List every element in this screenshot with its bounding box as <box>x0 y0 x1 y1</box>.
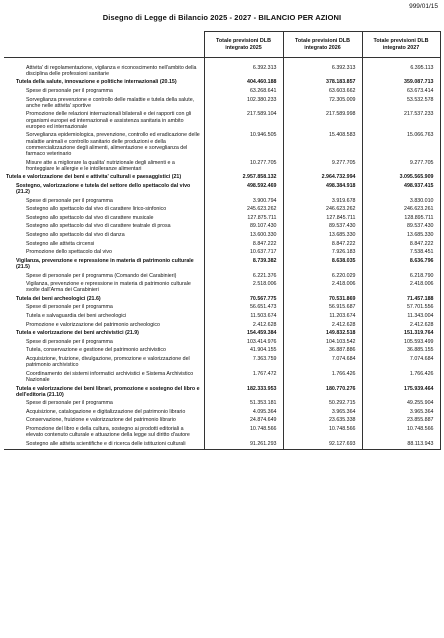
value-2025: 89.107.430 <box>204 223 283 232</box>
value-2026: 9.277.705 <box>283 159 362 174</box>
table-row <box>4 321 440 330</box>
value-2025: 2.957.858.132 <box>204 174 283 183</box>
table-row <box>4 223 440 232</box>
value-2027: 3.965.364 <box>362 408 440 417</box>
value-2027: 53.532.578 <box>362 96 440 111</box>
value-2025: 103.414.976 <box>204 338 283 347</box>
value-2025: 41.904.155 <box>204 347 283 356</box>
table-row <box>4 249 440 258</box>
value-2025: 217.589.104 <box>204 111 283 132</box>
value-2026: 63.603.662 <box>283 87 362 96</box>
value-2026: 3.919.678 <box>283 197 362 206</box>
table-row <box>4 132 440 159</box>
table-row <box>4 240 440 249</box>
value-2026: 7.074.684 <box>283 355 362 370</box>
table-row <box>4 425 440 440</box>
row-label: Spese di personale per il programma <box>4 400 204 409</box>
table-row <box>4 214 440 223</box>
row-label: Misure atte a migliorare la qualita' nutrizionale degli alimenti e a fronteggiare le allergie e le intolleranze alimentari <box>4 159 204 174</box>
value-2026: 8.638.035 <box>283 257 362 272</box>
value-2026: 89.537.430 <box>283 223 362 232</box>
value-2027: 23.855.887 <box>362 417 440 426</box>
row-label: Sostegno allo spettacolo dal vivo di carattere lirico-sinfonico <box>4 206 204 215</box>
row-label: Sorveglianza prevenzione e controllo delle malattie e tutela della salute, anche nelle attivita' sportive <box>4 96 204 111</box>
value-2027: 1.766.426 <box>362 370 440 385</box>
value-2027: 3.095.565.909 <box>362 174 440 183</box>
value-2025: 6.392.313 <box>204 64 283 79</box>
value-2025: 24.874.649 <box>204 417 283 426</box>
row-label: Spese di personale per il programma <box>4 304 204 313</box>
row-label: Promozione delle relazioni internazionali bilaterali e dei rapporti con gli organismi europei ed internazionali e assistenza sanitaria in ambito europeo ed internazionale <box>4 111 204 132</box>
value-2025: 2.412.628 <box>204 321 283 330</box>
value-2027: 15.066.763 <box>362 132 440 159</box>
value-2027: 11.343.004 <box>362 312 440 321</box>
value-2026: 246.623.262 <box>283 206 362 215</box>
table-row <box>4 295 440 304</box>
row-label: Sorveglianza epidemiologica, prevenzione, controllo ed eradicazione delle malattie animali e controllo sanitario delle produzioni e della commercializzazione degli alimenti, alimentazione e sorveglianza del farmaco veterinario <box>4 132 204 159</box>
value-2027: 105.593.499 <box>362 338 440 347</box>
table-row <box>4 231 440 240</box>
value-2026: 3.965.364 <box>283 408 362 417</box>
value-2025: 10.637.717 <box>204 249 283 258</box>
value-2025: 8.739.382 <box>204 257 283 272</box>
value-2025: 10.748.566 <box>204 425 283 440</box>
value-2025: 10.277.705 <box>204 159 283 174</box>
row-label: Sostegno allo spettacolo dal vivo di carattere musicale <box>4 214 204 223</box>
value-2026: 50.292.715 <box>283 400 362 409</box>
row-label: Sostegno allo spettacolo dal vivo di carattere teatrale di prosa <box>4 223 204 232</box>
value-2025: 7.363.759 <box>204 355 283 370</box>
value-2025: 11.503.674 <box>204 312 283 321</box>
value-2025: 10.946.505 <box>204 132 283 159</box>
value-2027: 175.939.464 <box>362 385 440 400</box>
row-label: Tutela e valorizzazione dei beni librari, promozione e sostegno del libro e dell'editoria (21.10) <box>4 385 204 400</box>
value-2026: 15.408.583 <box>283 132 362 159</box>
value-2027: 88.113.943 <box>362 440 440 449</box>
value-2025: 498.592.469 <box>204 182 283 197</box>
table-row <box>4 159 440 174</box>
value-2025: 63.268.641 <box>204 87 283 96</box>
document-title: Disegno di Legge di Bilancio 2025 - 2027 - BILANCIO PER AZIONI <box>102 13 342 22</box>
value-2026: 127.845.711 <box>283 214 362 223</box>
value-2025: 2.518.006 <box>204 280 283 295</box>
row-label: Promozione del libro e della cultura, sostegno ai prodotti editoriali a elevato contenuto culturale e attuazione della legge sul diritto d'autore <box>4 425 204 440</box>
table-row <box>4 370 440 385</box>
value-2026: 8.847.222 <box>283 240 362 249</box>
row-label: Acquisizione, catalogazione e digitalizzazione del patrimonio librario <box>4 408 204 417</box>
value-2026: 104.103.542 <box>283 338 362 347</box>
table-row <box>4 257 440 272</box>
table-row <box>4 338 440 347</box>
table-body <box>4 58 440 450</box>
value-2027: 63.673.414 <box>362 87 440 96</box>
table-row <box>4 87 440 96</box>
table-row <box>4 304 440 313</box>
value-2026: 70.531.869 <box>283 295 362 304</box>
row-label: Tutela e valorizzazione dei beni archivistici (21.9) <box>4 330 204 339</box>
table-row <box>4 440 440 449</box>
value-2026: 217.589.998 <box>283 111 362 132</box>
table-row <box>4 64 440 79</box>
table-row <box>4 347 440 356</box>
table-row <box>4 330 440 339</box>
value-2027: 6.218.790 <box>362 272 440 281</box>
value-2025: 6.221.376 <box>204 272 283 281</box>
value-2027: 89.537.430 <box>362 223 440 232</box>
value-2027: 49.255.904 <box>362 400 440 409</box>
row-label: Sostegno, valorizzazione e tutela del settore dello spettacolo dal vivo (21.2) <box>4 182 204 197</box>
value-2027: 8.636.796 <box>362 257 440 272</box>
value-2026: 149.832.518 <box>283 330 362 339</box>
header-2025: Totale previsioni DLB integrato 2025 <box>204 32 283 58</box>
value-2026: 7.926.183 <box>283 249 362 258</box>
table-row <box>4 206 440 215</box>
table-row <box>4 312 440 321</box>
value-2026: 1.766.426 <box>283 370 362 385</box>
table-row <box>4 417 440 426</box>
row-label: Tutela e valorizzazione dei beni e attivita' culturali e paesaggistici (21) <box>4 174 204 183</box>
value-2027: 128.895.711 <box>362 214 440 223</box>
table-row <box>4 182 440 197</box>
value-2026: 10.748.566 <box>283 425 362 440</box>
table-row <box>4 174 440 183</box>
table-row <box>4 96 440 111</box>
row-label: Attivita' di regolamentazione, vigilanza e riconoscimento nell'ambito della disciplina delle professioni sanitarie <box>4 64 204 79</box>
value-2025: 70.567.775 <box>204 295 283 304</box>
value-2027: 13.685.330 <box>362 231 440 240</box>
row-label: Coordinamento dei sistemi informatici archivistici e Sistema Archivistico Nazionale <box>4 370 204 385</box>
value-2026: 11.203.674 <box>283 312 362 321</box>
row-label: Tutela della salute, innovazione e politiche internazionali (20.15) <box>4 79 204 88</box>
page-number: 999/01/15 <box>409 3 438 10</box>
value-2026: 6.392.313 <box>283 64 362 79</box>
value-2025: 56.651.473 <box>204 304 283 313</box>
row-label: Sostegno alle attivita circensi <box>4 240 204 249</box>
header-blank-cell <box>4 32 204 58</box>
value-2027: 8.847.222 <box>362 240 440 249</box>
value-2026: 2.964.732.994 <box>283 174 362 183</box>
value-2027: 7.538.451 <box>362 249 440 258</box>
row-label: Conservazione, fruizione e valorizzazione del patrimonio librario <box>4 417 204 426</box>
value-2025: 102.380.233 <box>204 96 283 111</box>
value-2027: 3.830.010 <box>362 197 440 206</box>
value-2027: 498.937.415 <box>362 182 440 197</box>
row-label: Spese di personale per il programma <box>4 338 204 347</box>
value-2026: 13.685.330 <box>283 231 362 240</box>
value-2025: 245.623.262 <box>204 206 283 215</box>
table-row <box>4 280 440 295</box>
value-2026: 36.887.886 <box>283 347 362 356</box>
row-label: Tutela e salvaguardia dei beni archeologici <box>4 312 204 321</box>
value-2025: 127.875.711 <box>204 214 283 223</box>
row-label: Spese di personale per il programma (Comando dei Carabinieri) <box>4 272 204 281</box>
value-2027: 10.748.566 <box>362 425 440 440</box>
table-row <box>4 111 440 132</box>
value-2027: 9.277.705 <box>362 159 440 174</box>
row-label: Spese di personale per il programma <box>4 197 204 206</box>
value-2026: 72.305.009 <box>283 96 362 111</box>
row-label: Promozione e valorizzazione del patrimonio archeologico <box>4 321 204 330</box>
row-label: Spese di personale per il programma <box>4 87 204 96</box>
row-label: Tutela dei beni archeologici (21.6) <box>4 295 204 304</box>
row-label: Tutela, conservazione e gestione del patrimonio archivistico <box>4 347 204 356</box>
value-2026: 23.635.338 <box>283 417 362 426</box>
value-2025: 51.353.181 <box>204 400 283 409</box>
value-2026: 92.127.693 <box>283 440 362 449</box>
value-2027: 71.457.188 <box>362 295 440 304</box>
value-2026: 2.418.006 <box>283 280 362 295</box>
budget-table <box>4 31 441 450</box>
row-label: Sostegno allo spettacolo dal vivo di danza <box>4 231 204 240</box>
table-header-row <box>4 32 440 58</box>
value-2025: 404.460.188 <box>204 79 283 88</box>
value-2026: 56.915.687 <box>283 304 362 313</box>
value-2027: 2.418.006 <box>362 280 440 295</box>
row-label: Acquisizione, fruizione, divulgazione, promozione e valorizzazione del patrimonio archivistico <box>4 355 204 370</box>
value-2027: 36.885.155 <box>362 347 440 356</box>
table-row <box>4 79 440 88</box>
value-2027: 217.537.233 <box>362 111 440 132</box>
value-2025: 182.333.953 <box>204 385 283 400</box>
value-2027: 2.412.628 <box>362 321 440 330</box>
table-row <box>4 400 440 409</box>
table-row <box>4 408 440 417</box>
row-label: Sostegno alle attivita scientifiche e di ricerca delle istituzioni culturali <box>4 440 204 449</box>
value-2025: 13.600.330 <box>204 231 283 240</box>
value-2025: 8.847.222 <box>204 240 283 249</box>
value-2027: 246.623.261 <box>362 206 440 215</box>
row-label: Promozione dello spettacolo dal vivo <box>4 249 204 258</box>
row-label: Vigilanza, prevenzione e repressione in materia di patrimonio culturale svolte dall'Arma dei Carabinieri <box>4 280 204 295</box>
table-row <box>4 355 440 370</box>
header-2027: Totale previsioni DLB integrato 2027 <box>362 32 440 58</box>
table-row <box>4 272 440 281</box>
value-2025: 91.261.293 <box>204 440 283 449</box>
value-2027: 7.074.684 <box>362 355 440 370</box>
value-2026: 498.384.918 <box>283 182 362 197</box>
table-row <box>4 385 440 400</box>
header-2026: Totale previsioni DLB integrato 2026 <box>283 32 362 58</box>
value-2025: 154.459.384 <box>204 330 283 339</box>
value-2027: 151.319.764 <box>362 330 440 339</box>
value-2025: 1.767.472 <box>204 370 283 385</box>
value-2025: 3.900.794 <box>204 197 283 206</box>
value-2026: 180.770.276 <box>283 385 362 400</box>
row-label: Vigilanza, prevenzione e repressione in materia di patrimonio culturale (21.5) <box>4 257 204 272</box>
value-2027: 359.087.713 <box>362 79 440 88</box>
value-2026: 2.412.628 <box>283 321 362 330</box>
value-2026: 378.183.857 <box>283 79 362 88</box>
table-row <box>4 197 440 206</box>
value-2027: 6.395.113 <box>362 64 440 79</box>
value-2025: 4.095.364 <box>204 408 283 417</box>
value-2026: 6.220.029 <box>283 272 362 281</box>
value-2027: 57.701.556 <box>362 304 440 313</box>
